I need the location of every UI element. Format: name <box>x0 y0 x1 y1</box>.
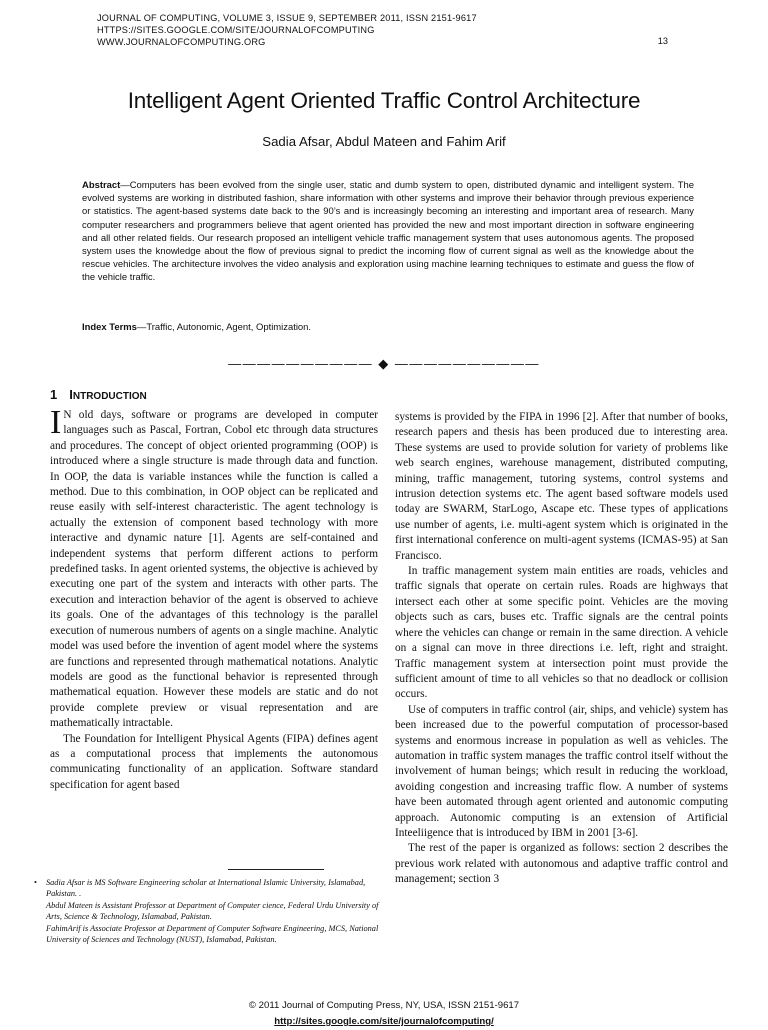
section-number: 1 <box>50 387 58 402</box>
section-separator: —————————— ◆ —————————— <box>228 356 540 371</box>
paragraph <box>50 404 378 732</box>
section-title-initial: I <box>69 387 73 402</box>
footnote-text: Sadia Afsar is MS Software Engineering scholar at International Islamic University, Islamabad, Pakistan. . <box>46 878 366 898</box>
footnote-text: FahimArif is Associate Professor at Department of Computer Software Engineering, MCS, National University of Sciences and Technology (NUST), Islamabad, Pakistan. <box>46 924 379 944</box>
index-terms-label: Index Terms <box>82 322 137 333</box>
journal-header-line3: WWW.JOURNALOFCOMPUTING.ORG <box>97 37 266 47</box>
section-title-rest: NTRODUCTION <box>72 391 147 402</box>
journal-header-line2: HTTPS://SITES.GOOGLE.COM/SITE/JOURNALOFCOMPUTING <box>97 25 375 35</box>
footnote-bullet: • <box>34 878 37 887</box>
journal-link[interactable]: http://sites.google.com/site/journalofcomputing/ <box>274 1016 494 1027</box>
page-number: 13 <box>657 36 668 46</box>
paragraph: Use of computers in traffic control (air, ships, and vehicle) system has been increased due to the powerful computation of processor-based systems and enormous increase in population as well as vehicles. The automation in traffic system manages the traffic control itself without the involvement of human beings; which result in reducing the workload, avoiding congestion and increasing traffic flow. A number of systems have been automated through agent oriented and autonomic computing approach. Autonomic computing is an extension of Artificial Inteeliigence that is introduced by IBM in 2001 [3-6]. <box>395 703 728 839</box>
index-terms-text: —Traffic, Autonomic, Agent, Optimization. <box>136 322 312 333</box>
left-column <box>50 404 378 793</box>
footnote <box>34 878 390 899</box>
section-heading <box>50 387 147 402</box>
index-terms <box>82 321 694 334</box>
copyright-line: © 2011 Journal of Computing Press, NY, USA, ISSN 2151-9617 <box>248 1000 520 1011</box>
paragraph-text: N old days, software or programs are developed in computer languages such as Pascal, Fortran, Cobol etc through data structures and procedures. The concept of object oriented programming (OOP) is introduced where a single structure is made through data and function. In OOP, the data is variable instances while the function is called a method. Due to this combination, in OOP object can be replicated and reuse easily with self-interest characteristic. The agent technology is actually the extension of component based technology with more interactive and dynamic nature [1]. Agents are self-contained and independent systems that perform different actions to perform predefined tasks. In agent oriented systems, the objective is achieved by executing one part of the system and interacts with other parts. The execution and interaction behavior of the agent is observed to achieve its goals. One of the advantages of this technology is the parallel execution of numerous numbers of agents on a single machine. Analytic model was used before the invention of agent model where the systems are functions and represented through mathematical notations. Analytic models are good as the functional behavior is represented through mathematical equation. However these models are static and do not provide complete preview or visual representation and are mathematically intractable. <box>50 409 378 730</box>
abstract-text: —Computers has been evolved from the single user, static and dumb system to open, distributed dynamic and intelligent system. The evolved systems are working in distributed fashion, share information with other systems and improve their behavior through previous experience or statistics. The agent-based systems date back to the 90’s and is increasingly becoming an interesting and important area of research. Many computer researchers and programmers believe that agent oriented has provided the new and most important direction in software engineering and all other related fields. Our research proposed an intelligent vehicle traffic management system that uses autonomous agents. The proposed system uses the knowledge about the flow of previous signal to predict the incoming flow of current signal as well as the knowledge about the rescue vehicles. The architecture involves the video analysis and exploration using machine learning techniques to estimate and guess the flow of the vehicle traffic. <box>82 180 694 284</box>
journal-header <box>97 12 477 48</box>
right-column <box>395 410 728 888</box>
footnotes <box>34 878 390 948</box>
page-footer <box>0 998 768 1030</box>
abstract <box>82 179 694 285</box>
paragraph: In traffic management system main entities are roads, vehicles and traffic signals that operate on certain rules. Roads are highways that intersect each other at some specific point. Vehicles are the moving objects such as cars, buses etc. Traffic signals are the central points where the vehicles can change or remain in the same direction. A vehicle on a signal can move in three directions i.e. left, right and straight. Traffic management system at intersection point must provide the sufficient amount of time to all vehicles so that no deadlock or collision occurs. <box>395 565 728 701</box>
footnote <box>34 924 390 945</box>
paragraph: The Foundation for Intelligent Physical Agents (FIPA) defines agent as a computational process that implements the autonomous communicating functionality of an application. Software standard specification for agent based <box>50 732 378 791</box>
footnote-text: Abdul Mateen is Assistant Professor at Department of Computer cience, Federal Urdu University of Arts, Science & Technology, Islamabad, Pakistan. <box>46 901 379 921</box>
paragraph: The rest of the paper is organized as follows: section 2 describes the previous work related with autonomous and adaptive traffic control and management; section 3 <box>395 842 728 886</box>
paragraph: systems is provided by the FIPA in 1996 [2]. After that number of books, research papers and thesis has been produced due to interesting area. These systems are used to provide solution for variety of problems like web search engines, warehouse management, distributed computing, mining, traffic management, tutoring systems, control systems and intrusion detection systems etc. The agent based software models used today are SWARM, StarLogo, Ascape etc. These types of applications use number of agents, i.e. multi-agent system which is originated in the first international conference on multi-agent systems (ICMAS-95) at San Francisco. <box>395 411 728 562</box>
journal-header-line1: JOURNAL OF COMPUTING, VOLUME 3, ISSUE 9, SEPTEMBER 2011, ISSN 2151-9617 <box>97 13 477 23</box>
paper-title: Intelligent Agent Oriented Traffic Control Architecture <box>127 88 641 113</box>
footnote-rule <box>228 869 324 870</box>
abstract-label: Abstract <box>82 180 121 191</box>
drop-cap: I <box>50 404 62 441</box>
footnote <box>34 901 390 922</box>
paper-authors: Sadia Afsar, Abdul Mateen and Fahim Arif <box>262 134 506 149</box>
